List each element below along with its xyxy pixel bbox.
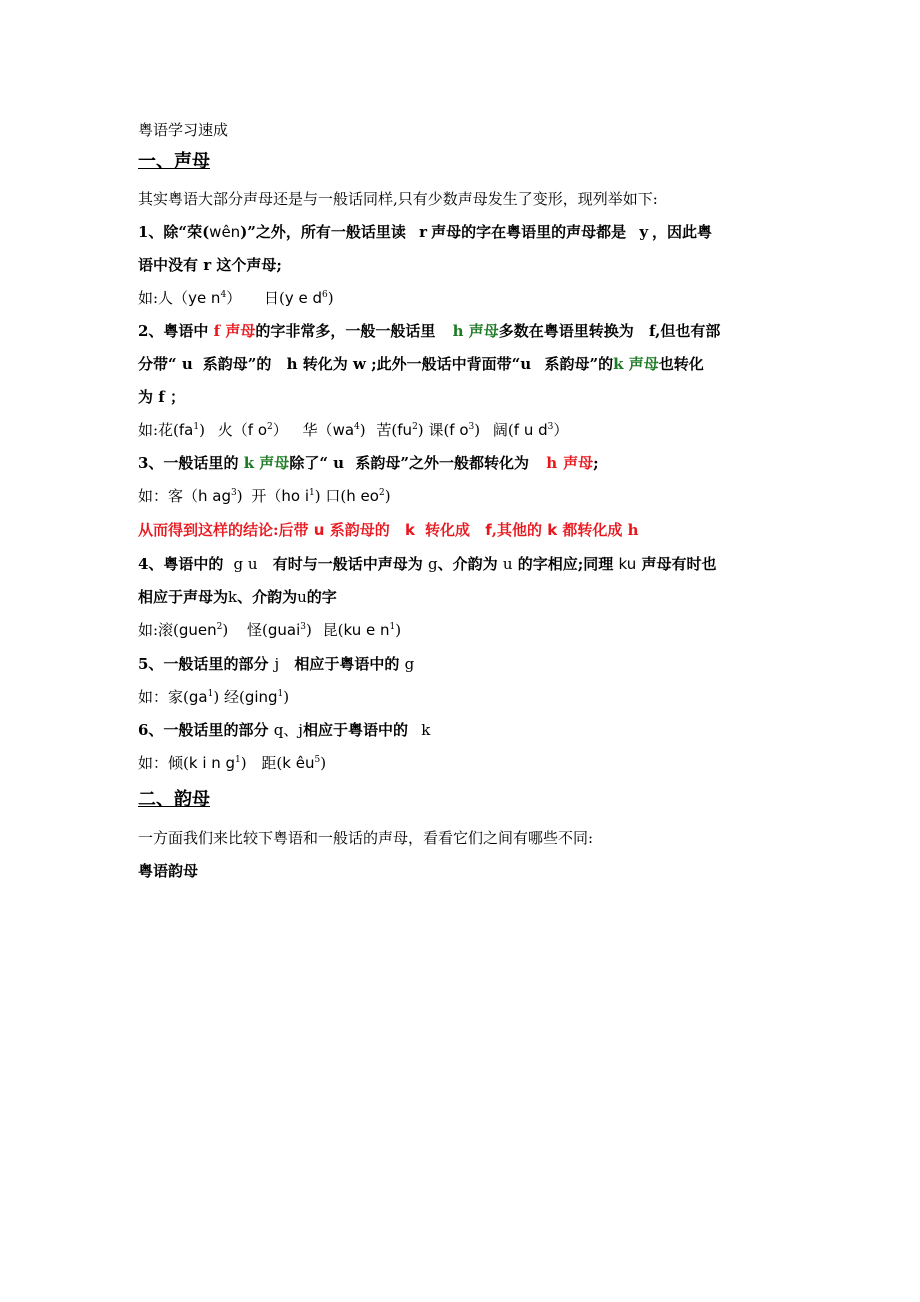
initials-intro: 其实粤语大部分声母还是与一般话同样,只有少数声母发生了变形，现列举如下:: [138, 190, 658, 208]
example-3: 如：客（h $ag^3$) 开（ho $i^1$) 口(h $eo^2$): [138, 487, 391, 505]
rule-4-line-1: 4、粤语中的 g u 有时与一般话中声母为 g、介韵为 u 的字相应;同理 ku 声母有时也: [138, 555, 717, 573]
section-heading-initials: 一、声母: [138, 151, 210, 172]
section-heading-finals: 二、韵母: [138, 789, 210, 810]
example-4: 如:滚(guen$^2$) 怪(guai$^3$) 昆(ku e $n^1$): [138, 621, 402, 639]
conclusion: 从而得到这样的结论:后带 u 系韵母的 k 转化成 f,其他的 k 都转化成 h: [138, 521, 639, 539]
example-6: 如：倾(k i n $g^1$) 距(k $êu^5$): [138, 754, 327, 772]
rule-5: 5、一般话里的部分 j 相应于粤语中的 g: [138, 655, 415, 673]
rule-2-line-1: 2、粤语中 f 声母的字非常多，一般一般话里 h 声母多数在粤语里转换为 f,但也有部: [138, 322, 721, 340]
rule-1-line-1: 1、除“荣(wên)”之外，所有一般话里读 r 声母的字在粤语里的声母都是 y ，因此粤: [138, 223, 713, 241]
rule-6: 6、一般话里的部分 q、j相应于粤语中的 k: [138, 721, 431, 739]
document-title: 粤语学习速成: [138, 121, 229, 139]
rule-2-line-3: 为 f ；: [138, 388, 185, 406]
finals-subheading: 粤语韵母: [138, 862, 199, 880]
rule-4-line-2: 相应于声母为k、介韵为u的字: [138, 588, 337, 606]
rule-3: 3、一般话里的 k 声母除了“ u 系韵母”之外一般都转化为 h 声母;: [138, 454, 599, 472]
example-2: 如:花$(fa^1)$ 火（f $o^2$） 华$(wa^4)$ 苦$(fu^2)$ 课(f $o^3$) 阔(f u $d^3$）: [138, 421, 569, 439]
example-5: 如：家$(ga^1)$ 经(ging$^1$): [138, 688, 290, 706]
rule-1-line-2: 语中没有 r 这个声母;: [138, 256, 282, 274]
rule-2-line-2: 分带“ u 系韵母”的 h 转化为 w ;此外一般话中背面带“u 系韵母”的k 声母也转化: [138, 355, 704, 373]
finals-intro: 一方面我们来比较下粤语和一般话的声母，看看它们之间有哪些不同:: [138, 829, 594, 847]
example-1: 如:人（ye $n^4$） 日(y e $d^6$): [138, 289, 334, 307]
